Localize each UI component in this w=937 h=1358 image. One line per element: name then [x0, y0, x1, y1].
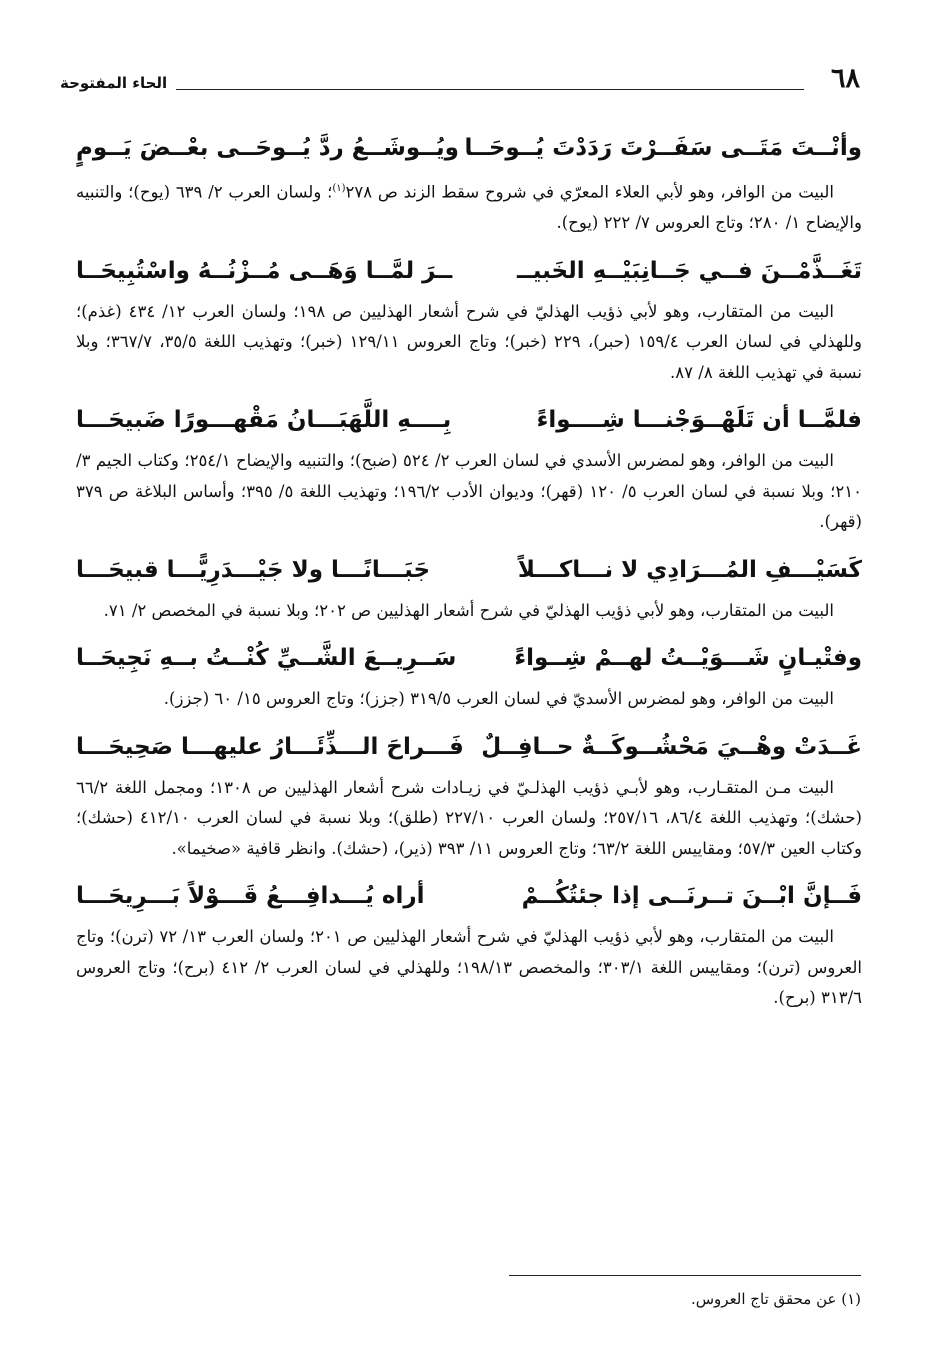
entry-4 — [76, 544, 862, 627]
verse-second-hemistich: جَبَـــانًـــا ولا جَيْـــدَرِيًّـــا قبيحَـــا — [76, 556, 431, 583]
verse-first-hemistich: غَــدَتْ وهْــيَ مَحْشُــوكَــةٌ حــافِــلٌ — [481, 733, 862, 760]
running-head: الحاء المفتوحة — [60, 74, 168, 92]
entry-7 — [76, 870, 862, 1014]
verse-commentary — [76, 174, 862, 239]
verse-commentary: البيت من المتقارب، وهو لأبي ذؤيب الهذليّ في شرح أشعار الهذليين ص ١٩٨؛ ولسان العرب ١٢/ ٤٣٤ (غذم)؛ وللهذلي في لسان العرب ١٥٩/٤ (حبر)، ٢٢٩ (خبر)؛ وتاج العروس ١٢٩/١١ (خبر)؛ وتهذيب اللغة ٣٥/٥، ٣٦٧/٧؛ وبلا نسبة في تهذيب اللغة ٨/ ٨٧. — [76, 301, 862, 382]
verse-line — [76, 870, 862, 922]
verse-commentary: البيت مـن المتقـارب، وهو لأبـي ذؤيب الهذلـيّ في زيـادات شرح أشعار الهذليين ص ١٣٠٨؛ ومجمل اللغة ٦٦/٢ (حشك)؛ وتهذيب اللغة ٨٦/٤، ٢٥٧/١٦؛ ولسان العرب ٢٢٧/١٠ (طلق)؛ وبلا نسبة في لسان العرب ٤١٢/١٠ (حشك)؛ وكتاب العين ٥٧/٣؛ ومقاييس اللغة ٦٣/٢؛ وتاج العروس ١١/ ٣٩٣ (ذير)، (حشك). وانظر قافية «صخيما». — [76, 777, 862, 858]
page-header — [60, 62, 860, 102]
verse-line — [76, 394, 862, 446]
verse-second-hemistich: ويُــوشَــعُ ردَّ يُــوحَــى بعْــضَ يَــومٍ — [76, 135, 459, 161]
commentary-text: البيت من الوافر، وهو لأبي العلاء المعرّي في شروح سقط الزند ص ٢٧٨ — [345, 182, 834, 202]
verse-line — [76, 245, 862, 297]
verse-line — [76, 632, 862, 684]
verse-first-hemistich: فَــإنَّ ابْــنَ تــرنَــى إذا جئتُكُــمْ — [521, 883, 862, 909]
verse-commentary: البيت من المتقارب، وهو لأبي ذؤيب الهذليّ في شرح أشعار الهذليين ص ٢٠٢؛ وبلا نسبة في المخصص ٢/ ٧١. — [103, 600, 834, 620]
verse-first-hemistich: تَغَــذَّمْــنَ فــي جَــانِبَيْــهِ الخَبيــ — [517, 257, 862, 284]
verse-first-hemistich: فلمَّــا أن تَلَهْــوَجْنـــا شِــــواءً — [536, 407, 862, 433]
entry-1 — [76, 122, 862, 239]
footnote-marker: (١) — [332, 183, 346, 194]
verse-line — [76, 122, 862, 174]
page-number: ٦٨ — [830, 63, 860, 94]
verse-second-hemistich: فَـــراحَ الـــذِّئَـــارُ عليهـــا صَحِيحَـــا — [76, 733, 464, 760]
entry-6 — [76, 721, 862, 865]
entry-3 — [76, 394, 862, 538]
verse-commentary: البيت من الوافر، وهو لمضرس الأسدي في لسان العرب ٢/ ٥٢٤ (ضبح)؛ والتنبيه والإيضاح ٢٥٤/١؛ وكتاب الجيم ٣/ ٢١٠؛ وبلا نسبة في لسان العرب ٥/ ١٢٠ (قهر)؛ وديوان الأدب ١٩٦/٢؛ وتهذيب اللغة ٥/ ٣٩٥؛ وأساس البلاغة ص ٣٧٩ (قهر). — [76, 451, 862, 531]
verse-second-hemistich: ــرَ لمَّــا وَهَــى مُــزْنُــهُ واسْتُبِيحَــا — [76, 257, 453, 284]
entry-2 — [76, 245, 862, 389]
verse-second-hemistich: سَــرِيــعَ الشَّــيِّ كُنْــتُ بــهِ نَجِيحَــا — [76, 645, 457, 671]
verse-line — [76, 544, 862, 596]
verse-commentary: البيت من الوافر، وهو لمضرس الأسديّ في لسان العرب ٣١٩/٥ (جزز)؛ وتاج العروس ١٥/ ٦٠ (جزز). — [163, 689, 834, 708]
verse-second-hemistich: أراه يُـــدافِـــعُ قَـــوْلاً بَـــرِيحَـــا — [76, 883, 425, 909]
verse-first-hemistich: وأنْــتَ مَتَــى سَفَــرْتَ رَدَدْتَ يُــوحَــا — [464, 135, 862, 161]
verse-first-hemistich: وفتْيـانٍ شَـــوَيْــتُ لهــمْ شِــواءً — [514, 645, 862, 671]
verse-second-hemistich: بِــــهِ اللَّهَبَـــانُ مَقْهـــورًا ضَبيحَـــا — [76, 407, 452, 433]
header-rule — [176, 89, 804, 90]
footnote: (١) عن محقق تاج العروس. — [690, 1290, 861, 1308]
page-content — [76, 122, 862, 1020]
commentary-text-continued: ؛ ولسان العرب ٢/ ٦٣٩ (يوح)؛ والتنبيه والإيضاح ١/ ٢٨٠؛ وتاج العروس ٧/ ٢٢٢ (يوح). — [76, 182, 862, 232]
verse-commentary: البيت من المتقارب، وهو لأبي ذؤيب الهذليّ في شرح أشعار الهذليين ص ٢٠١؛ ولسان العرب ١٣/ ٧٢ (ترن)؛ وتاج العروس (ترن)؛ ومقاييس اللغة ٣٠٣/١؛ والمخصص ١٩٨/١٣؛ وللهذلي في لسان العرب ٢/ ٤١٢ (برح)؛ وتاج العروس ٣١٣/٦ (برح). — [76, 927, 862, 1007]
footnote-rule — [509, 1275, 861, 1276]
verse-first-hemistich: كَسَيْـــفِ المُـــرَادِي لا نـــاكـــلاً — [517, 556, 862, 583]
verse-line — [76, 721, 862, 773]
entry-5 — [76, 632, 862, 715]
